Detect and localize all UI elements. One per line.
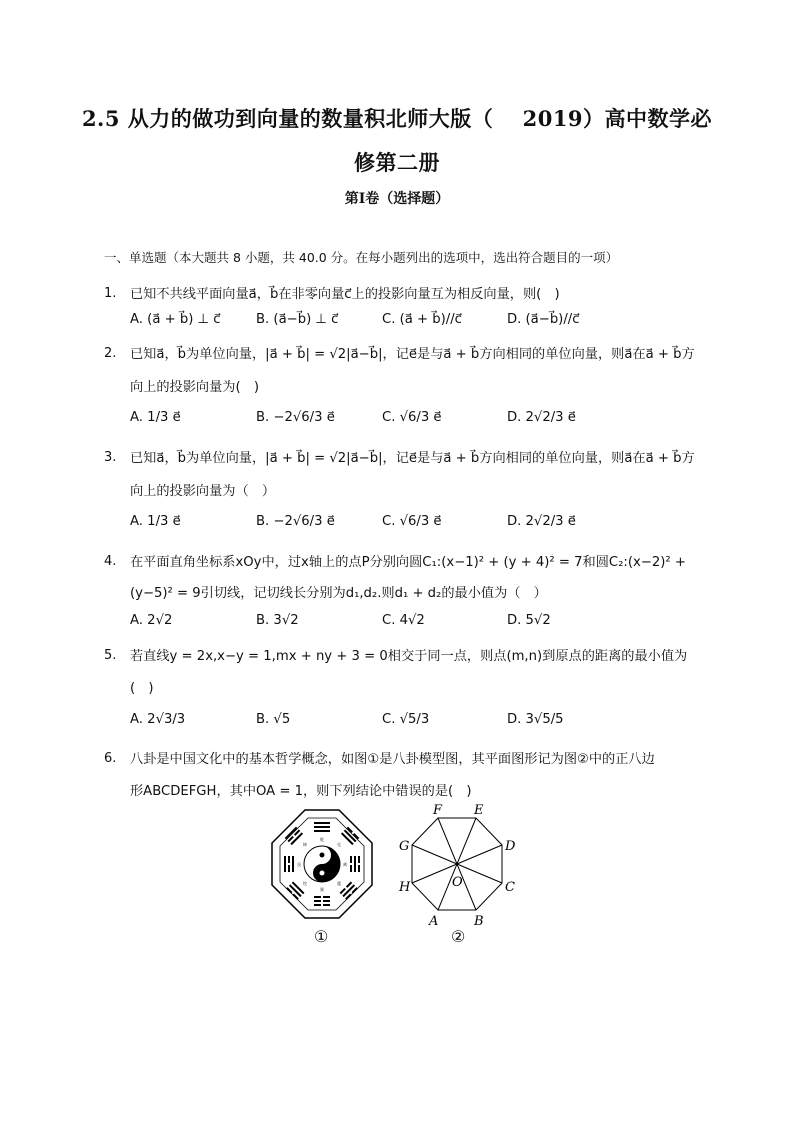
yin-yang-icon bbox=[304, 846, 340, 882]
question-text-continued: 向上的投影向量为( ) bbox=[130, 380, 259, 395]
vertex-label-c: C bbox=[505, 880, 515, 895]
vertex-label-a: A bbox=[429, 914, 439, 929]
option-b: B. √5 bbox=[256, 712, 291, 727]
trigram-top bbox=[314, 822, 330, 832]
page-title-line2: 修第二册 bbox=[354, 150, 440, 175]
option-b: B. −2√6/3 e⃗ bbox=[256, 410, 335, 425]
question-text: 在平面直角坐标系xOy中，过x轴上的点P分别向圆C₁:(x−1)² + (y + 4)² = 7和圆C₂:(x−2)² + bbox=[130, 555, 686, 570]
vertex-label-f: F bbox=[433, 803, 443, 818]
option-b: B. 3√2 bbox=[256, 613, 299, 628]
section-header: 一、单选题（本大题共 8 小题，共 40.0 分。在每小题列出的选项中，选出符合题目的一项） bbox=[104, 250, 619, 265]
volume-heading: 第Ⅰ卷（选择题） bbox=[344, 191, 450, 207]
vertex-label-d: D bbox=[505, 839, 516, 854]
question-text: 八卦是中国文化中的基本哲学概念，如图①是八卦模型图，其平面图形记为图②中的正八边 bbox=[130, 752, 655, 767]
option-a: A. 1/3 e⃗ bbox=[130, 410, 181, 425]
option-d: D. 2√2/3 e⃗ bbox=[507, 410, 576, 425]
question-text: 已知不共线平面向量a⃗，b⃗在非零向量c⃗上的投影向量互为相反向量，则( ) bbox=[130, 287, 560, 302]
option-c: C. 4√2 bbox=[382, 613, 425, 628]
question-number: 3. bbox=[104, 450, 117, 465]
question-text: 已知a⃗，b⃗为单位向量，|a⃗ + b⃗| = √2|a⃗−b⃗|，记e⃗是与a⃗ + b⃗方向相同的单位向量，则a⃗在a⃗ + b⃗方 bbox=[130, 451, 695, 466]
option-d: D. (a⃗−b⃗)//c⃗ bbox=[507, 312, 580, 327]
vertex-label-h: H bbox=[399, 880, 411, 895]
question-text-continued: ( ) bbox=[130, 681, 154, 696]
question-text-continued: 向上的投影向量为（ ） bbox=[130, 484, 276, 499]
option-c: C. (a⃗ + b⃗)//c⃗ bbox=[382, 312, 462, 327]
option-d: D. 3√5/5 bbox=[507, 712, 564, 727]
option-a: A. 2√3/3 bbox=[130, 712, 186, 727]
option-d: D. 5√2 bbox=[507, 613, 551, 628]
option-b: B. (a⃗−b⃗) ⊥ c⃗ bbox=[256, 312, 339, 327]
center-label-o: O bbox=[452, 875, 463, 890]
question-number: 4. bbox=[104, 554, 117, 569]
option-c: C. √6/3 e⃗ bbox=[382, 410, 442, 425]
trigram-name-top-left: 坤 bbox=[303, 842, 307, 847]
option-a: A. 2√2 bbox=[130, 613, 173, 628]
trigram-name-top: 乾 bbox=[320, 837, 324, 842]
trigram-name-right: 离 bbox=[343, 862, 347, 867]
option-c: C. √5/3 bbox=[382, 712, 430, 727]
figure-1-caption: ① bbox=[314, 927, 329, 946]
option-b: B. −2√6/3 e⃗ bbox=[256, 514, 335, 529]
figure-2-caption: ② bbox=[451, 927, 466, 946]
trigram-name-top-right: 兑 bbox=[337, 842, 341, 847]
question-text-continued: (y−5)² = 9引切线，记切线长分别为d₁,d₂.则d₁ + d₂的最小值为（ ） bbox=[130, 586, 547, 601]
trigram-name-bottom-right: 震 bbox=[337, 881, 341, 886]
trigram-name-bottom-left: 坎 bbox=[303, 881, 307, 886]
question-number: 5. bbox=[104, 648, 117, 663]
question-number: 2. bbox=[104, 346, 117, 361]
octagon-figure bbox=[396, 800, 526, 930]
vertex-label-b: B bbox=[474, 914, 484, 929]
trigram-name-left: 艮 bbox=[297, 862, 301, 867]
question-number: 1. bbox=[104, 286, 117, 301]
trigram-name-bottom: 巽 bbox=[320, 887, 324, 892]
question-text: 已知a⃗，b⃗为单位向量，|a⃗ + b⃗| = √2|a⃗−b⃗|，记e⃗是与a⃗ + b⃗方向相同的单位向量，则a⃗在a⃗ + b⃗方 bbox=[130, 347, 695, 362]
option-a: A. 1/3 e⃗ bbox=[130, 514, 181, 529]
bagua-figure bbox=[270, 808, 374, 920]
option-d: D. 2√2/3 e⃗ bbox=[507, 514, 576, 529]
option-a: A. (a⃗ + b⃗) ⊥ c⃗ bbox=[130, 312, 221, 327]
page-title: 2.5 从力的做功到向量的数量积北师大版（ 2019）高中数学必 bbox=[81, 106, 713, 131]
vertex-label-g: G bbox=[399, 839, 410, 854]
question-text: 若直线y = 2x,x−y = 1,mx + ny + 3 = 0相交于同一点，则点(m,n)到原点的距离的最小值为 bbox=[130, 649, 688, 664]
question-number: 6. bbox=[104, 751, 117, 766]
question-text-continued: 形ABCDEFGH，其中OA = 1，则下列结论中错误的是( ) bbox=[130, 784, 472, 799]
option-c: C. √6/3 e⃗ bbox=[382, 514, 442, 529]
vertex-label-e: E bbox=[474, 803, 484, 818]
